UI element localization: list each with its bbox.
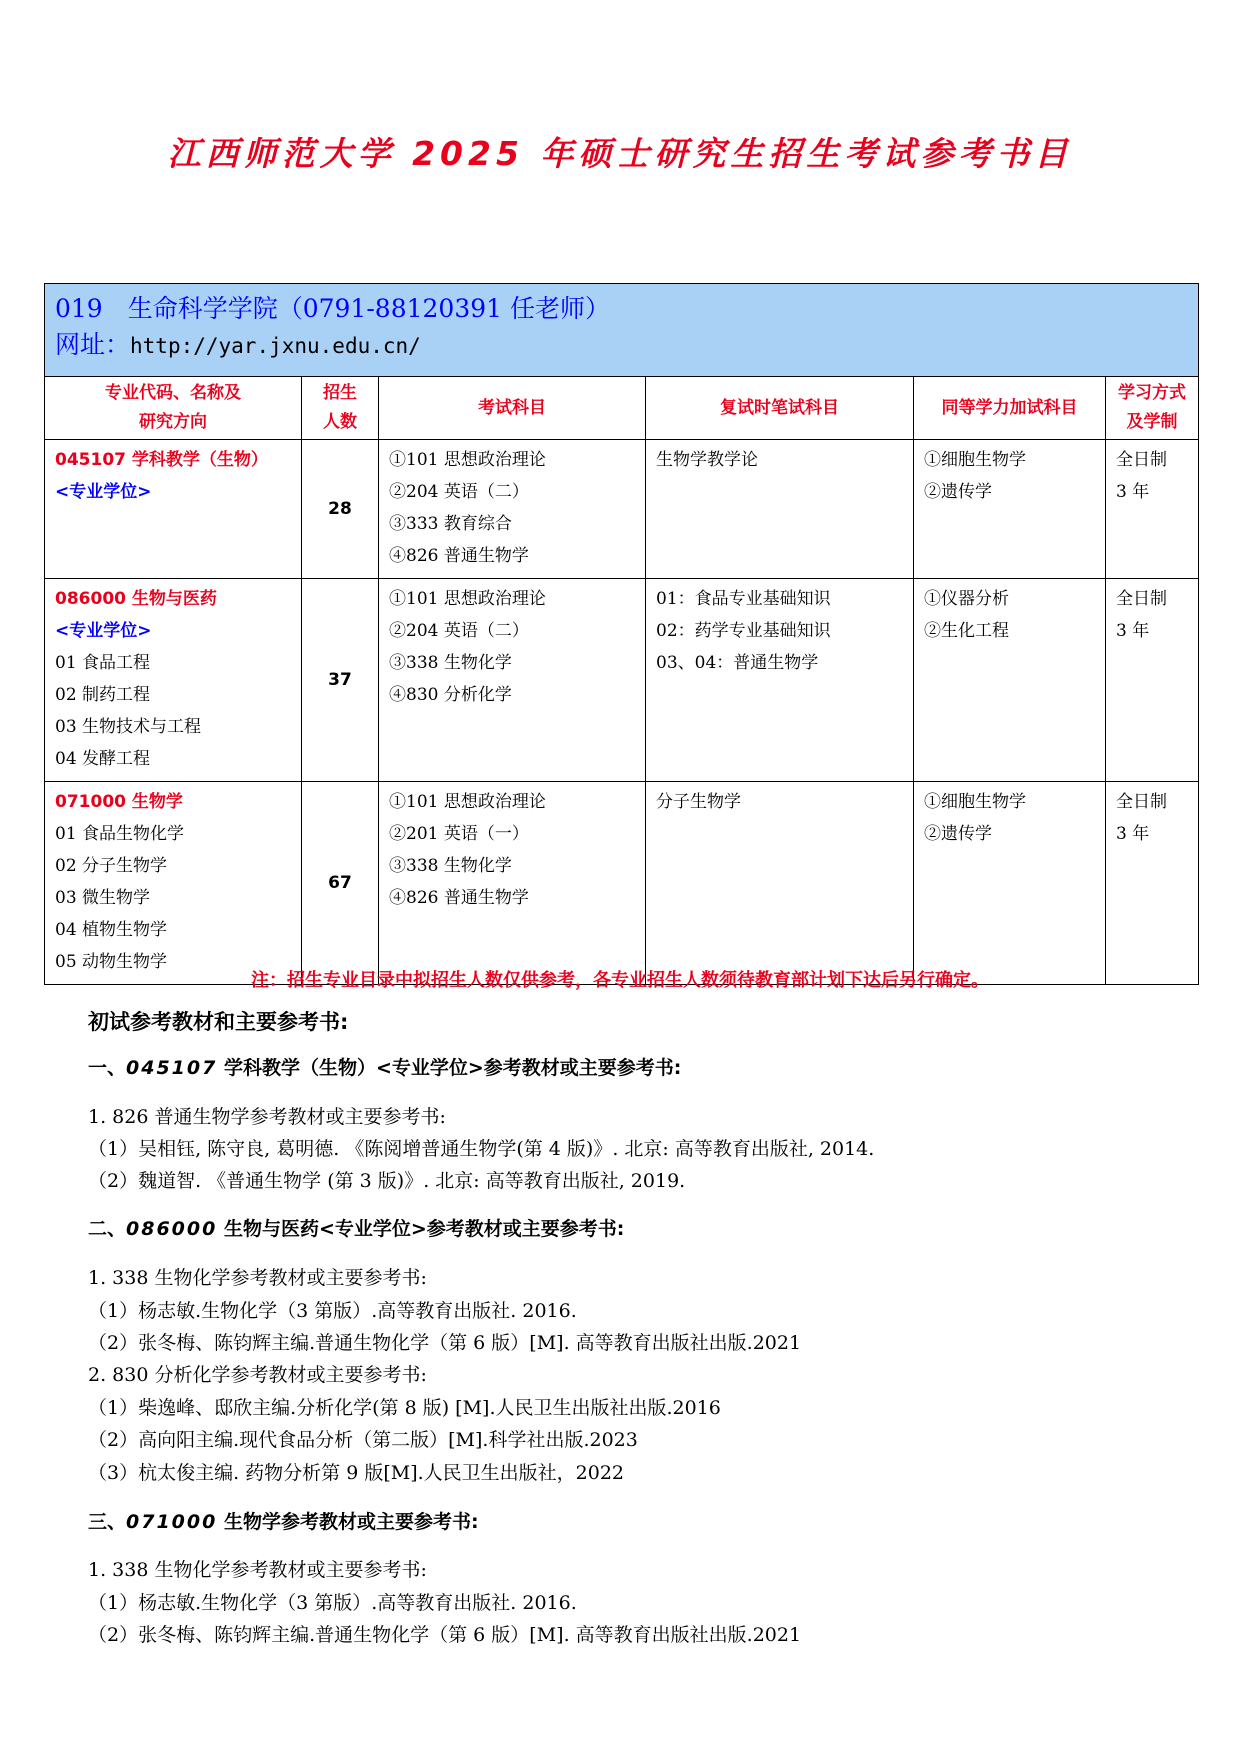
- major-name: 086000 生物与医药: [55, 589, 217, 609]
- ref-line: 2. 830 分析化学参考教材或主要参考书:: [88, 1364, 427, 1386]
- ref-line: （2）魏道智. 《普通生物学 (第 3 版)》. 北京: 高等教育出版社, 2019.: [88, 1170, 686, 1192]
- major-cell: [45, 579, 302, 782]
- website-label: 网址：: [55, 330, 131, 359]
- col-header-exams: 考试科目: [379, 377, 646, 440]
- study-mode: 全日制 3 年: [1106, 782, 1199, 985]
- direction: 04 发酵工程: [55, 749, 151, 769]
- retest-subjects: 01：食品专业基础知识 02：药学专业基础知识 03、04：普通生物学: [646, 579, 914, 782]
- enrollment-note: 注：招生专业目录中拟招生人数仅供参考，各专业招生人数须待教育部计划下达后另行确定。: [251, 970, 989, 991]
- enrollment-count: 67: [302, 782, 379, 985]
- col-header-enrollment: 招生 人数: [302, 377, 379, 440]
- ref-line: （1）吴相钰, 陈守良, 葛明德. 《陈阅增普通生物学(第 4 版)》. 北京: 高等教育出版社, 2014.: [88, 1138, 875, 1160]
- study-mode: 全日制 3 年: [1106, 440, 1199, 579]
- direction: 03 微生物学: [55, 888, 151, 908]
- degree-type: <专业学位>: [55, 482, 152, 502]
- col-header-extra: 同等学力加试科目: [914, 377, 1106, 440]
- extra-subjects: ①细胞生物学 ②遗传学: [914, 782, 1106, 985]
- table-row: [45, 440, 1199, 579]
- table-row: [45, 579, 1199, 782]
- refs-heading: 初试参考教材和主要参考书:: [88, 1010, 349, 1034]
- college-website-row: [55, 328, 1188, 363]
- page-title: 江西师范大学 2025 年硕士研究生招生考试参考书目: [167, 134, 1073, 173]
- degree-type: <专业学位>: [55, 621, 152, 641]
- major-name: 045107 学科教学（生物）: [55, 450, 268, 470]
- ref-line: （1）柴逸峰、邸欣主编.分析化学(第 8 版) [M].人民卫生出版社出版.2016: [88, 1397, 721, 1419]
- admissions-table: [44, 283, 1199, 985]
- direction: 05 动物生物学: [55, 952, 168, 972]
- college-name: 019 生命科学学院（0791-88120391 任老师）: [55, 294, 610, 323]
- exam-subjects: ①101 思想政治理论 ②201 英语（一） ③338 生物化学 ④826 普通生物学: [379, 782, 646, 985]
- ref-line: （2）高向阳主编.现代食品分析（第二版）[M].科学社出版.2023: [88, 1429, 638, 1451]
- col-header-major: 专业代码、名称及 研究方向: [45, 377, 302, 440]
- column-header-row: [45, 377, 1199, 440]
- direction: 04 植物生物学: [55, 920, 168, 940]
- ref-line: 1. 338 生物化学参考教材或主要参考书:: [88, 1267, 427, 1289]
- section-heading: 一、045107 学科教学（生物）<专业学位>参考教材或主要参考书:: [88, 1057, 682, 1079]
- ref-line: （2）张冬梅、陈钧辉主编.普通生物化学（第 6 版）[M]. 高等教育出版社出版.2021: [88, 1332, 802, 1354]
- ref-line: （3）杭太俊主编. 药物分析第 9 版[M].人民卫生出版社，2022: [88, 1462, 625, 1484]
- ref-line: 1. 826 普通生物学参考教材或主要参考书:: [88, 1106, 446, 1128]
- col-header-mode: 学习方式 及学制: [1106, 377, 1199, 440]
- retest-subjects: 分子生物学: [646, 782, 914, 985]
- table-row: [45, 782, 1199, 985]
- major-cell: [45, 440, 302, 579]
- major-name: 071000 生物学: [55, 792, 183, 812]
- ref-line: 1. 338 生物化学参考教材或主要参考书:: [88, 1559, 427, 1581]
- extra-subjects: ①细胞生物学 ②遗传学: [914, 440, 1106, 579]
- website-link[interactable]: http://yar.jxnu.edu.cn/: [130, 334, 421, 358]
- college-header: [45, 284, 1199, 377]
- enrollment-count: 37: [302, 579, 379, 782]
- direction: 01 食品工程: [55, 653, 151, 673]
- major-cell: [45, 782, 302, 985]
- col-header-retest: 复试时笔试科目: [646, 377, 914, 440]
- exam-subjects: ①101 思想政治理论 ②204 英语（二） ③333 教育综合 ④826 普通生物学: [379, 440, 646, 579]
- study-mode: 全日制 3 年: [1106, 579, 1199, 782]
- section-heading: 三、071000 生物学参考教材或主要参考书:: [88, 1511, 479, 1533]
- extra-subjects: ①仪器分析 ②生化工程: [914, 579, 1106, 782]
- ref-line: （1）杨志敏.生物化学（3 第版）.高等教育出版社. 2016.: [88, 1592, 577, 1614]
- direction: 02 制药工程: [55, 685, 151, 705]
- enrollment-count: 28: [302, 440, 379, 579]
- section-heading: 二、086000 生物与医药<专业学位>参考教材或主要参考书:: [88, 1218, 625, 1240]
- ref-line: （1）杨志敏.生物化学（3 第版）.高等教育出版社. 2016.: [88, 1300, 577, 1322]
- direction: 01 食品生物化学: [55, 824, 185, 844]
- direction: 03 生物技术与工程: [55, 717, 202, 737]
- direction: 02 分子生物学: [55, 856, 168, 876]
- retest-subjects: 生物学教学论: [646, 440, 914, 579]
- ref-line: （2）张冬梅、陈钧辉主编.普通生物化学（第 6 版）[M]. 高等教育出版社出版.2021: [88, 1624, 802, 1646]
- exam-subjects: ①101 思想政治理论 ②204 英语（二） ③338 生物化学 ④830 分析化学: [379, 579, 646, 782]
